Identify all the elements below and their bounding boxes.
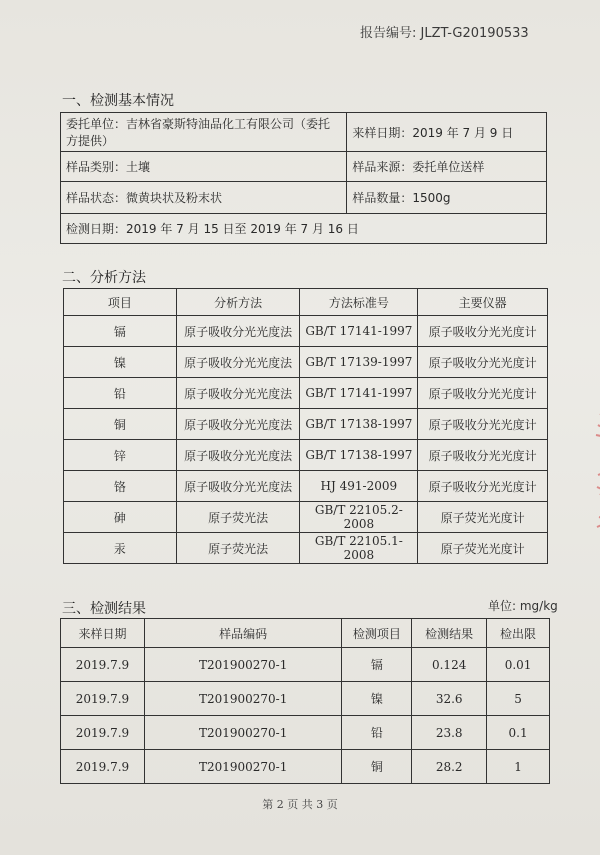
methods-cell-instrument: 原子荧光光度计 [418,502,548,533]
table-row [61,750,550,784]
table-row [64,471,548,502]
methods-cell-instrument: 原子吸收分光光度计 [418,409,548,440]
sample-date-label: 来样日期： [352,125,413,140]
state-label: 样品状态： [66,191,127,205]
results-cell-date: 2019.7.9 [61,716,145,750]
methods-cell-item: 镍 [64,347,177,378]
results-cell-date: 2019.7.9 [61,750,145,784]
methods-cell-instrument: 原子吸收分光光度计 [418,471,548,502]
methods-cell-standard: GB/T 22105.1-2008 [300,533,418,564]
category-label: 样品类别： [66,160,127,174]
client-cell [61,113,347,152]
methods-cell-instrument: 原子吸收分光光度计 [418,347,548,378]
results-cell-code: T201900270-1 [144,716,342,750]
results-cell-limit: 0.01 [487,648,550,682]
section-title-methods: 二、分析方法 [62,270,146,286]
methods-cell-item: 汞 [64,533,177,564]
methods-header-standard: 方法标准号 [300,289,418,316]
results-header-item: 检测项目 [342,619,412,648]
methods-cell-instrument: 原子吸收分光光度计 [418,440,548,471]
test-date-label: 检测日期： [66,222,127,236]
methods-cell-standard: GB/T 17138-1997 [300,409,418,440]
table-row [64,440,548,471]
client-label: 委托单位： [66,117,127,131]
results-cell-item: 镉 [342,648,412,682]
results-cell-result: 28.2 [412,750,487,784]
methods-cell-item: 铬 [64,471,177,502]
methods-cell-standard: HJ 491-2009 [300,471,418,502]
table-row [64,502,548,533]
methods-cell-method: 原子荧光法 [176,502,300,533]
methods-cell-instrument: 原子吸收分光光度计 [418,316,548,347]
table-row [61,682,550,716]
results-cell-code: T201900270-1 [144,648,342,682]
source-label: 样品来源： [352,160,413,174]
results-cell-item: 镍 [342,682,412,716]
results-cell-result: 23.8 [412,716,487,750]
methods-header-item: 项目 [64,289,177,316]
methods-cell-method: 原子吸收分光光度法 [176,347,300,378]
results-header-result: 检测结果 [412,619,487,648]
methods-cell-item: 铜 [64,409,177,440]
methods-header-method: 分析方法 [176,289,300,316]
table-row [61,648,550,682]
state-cell [61,182,347,214]
client-value: 吉林省豪斯特油品化工有限公司（委托方提供） [66,117,331,148]
methods-cell-instrument: 原子荧光光度计 [418,533,548,564]
table-row [64,347,548,378]
red-stamp-edge [582,395,600,545]
results-cell-limit: 5 [487,682,550,716]
quantity-cell [347,182,547,214]
methods-cell-item: 铅 [64,378,177,409]
methods-cell-instrument: 原子吸收分光光度计 [418,378,548,409]
results-cell-result: 0.124 [412,648,487,682]
methods-cell-standard: GB/T 17141-1997 [300,378,418,409]
methods-cell-method: 原子吸收分光光度法 [176,316,300,347]
table-row [61,716,550,750]
methods-cell-method: 原子吸收分光光度法 [176,378,300,409]
basic-info-table [60,112,547,244]
methods-cell-method: 原子吸收分光光度法 [176,409,300,440]
methods-cell-item: 砷 [64,502,177,533]
results-cell-item: 铅 [342,716,412,750]
source-cell [347,152,547,182]
methods-cell-standard: GB/T 17141-1997 [300,316,418,347]
table-row [64,533,548,564]
results-header-code: 样品编码 [144,619,342,648]
stamp-fragment-icon [582,395,600,545]
source-value: 委托单位送样 [412,160,485,174]
methods-table [63,288,548,564]
sample-date-value: 2019 年 7 月 9 日 [412,125,514,140]
results-header-date: 来样日期 [61,619,145,648]
methods-cell-method: 原子吸收分光光度法 [176,471,300,502]
page-footer: 第 2 页 共 3 页 [262,798,338,811]
results-cell-limit: 1 [487,750,550,784]
results-cell-item: 铜 [342,750,412,784]
results-cell-limit: 0.1 [487,716,550,750]
quantity-label: 样品数量： [352,191,413,205]
sample-date-cell [347,113,547,152]
section-title-results: 三、检测结果 [62,601,146,617]
category-value: 土壤 [126,160,151,174]
report-number: 报告编号: JLZT-G20190533 [360,26,529,41]
section-title-basic: 一、检测基本情况 [62,93,174,109]
methods-cell-method: 原子吸收分光光度法 [176,440,300,471]
methods-cell-method: 原子荧光法 [176,533,300,564]
methods-cell-item: 锌 [64,440,177,471]
methods-header-instrument: 主要仪器 [418,289,548,316]
results-cell-date: 2019.7.9 [61,648,145,682]
test-date-cell [61,214,547,244]
table-row [64,316,548,347]
results-cell-code: T201900270-1 [144,750,342,784]
results-cell-code: T201900270-1 [144,682,342,716]
results-cell-result: 32.6 [412,682,487,716]
methods-cell-standard: GB/T 22105.2-2008 [300,502,418,533]
methods-cell-standard: GB/T 17139-1997 [300,347,418,378]
results-cell-date: 2019.7.9 [61,682,145,716]
table-row [64,409,548,440]
table-row [64,378,548,409]
methods-cell-standard: GB/T 17138-1997 [300,440,418,471]
test-date-value: 2019 年 7 月 15 日至 2019 年 7 月 16 日 [126,222,359,236]
methods-cell-item: 镉 [64,316,177,347]
state-value: 微黄块状及粉末状 [126,191,223,205]
results-header-limit: 检出限 [487,619,550,648]
category-cell [61,152,347,182]
results-table [60,618,550,784]
unit-label: 单位: mg/kg [488,599,558,613]
quantity-value: 1500g [412,191,451,205]
